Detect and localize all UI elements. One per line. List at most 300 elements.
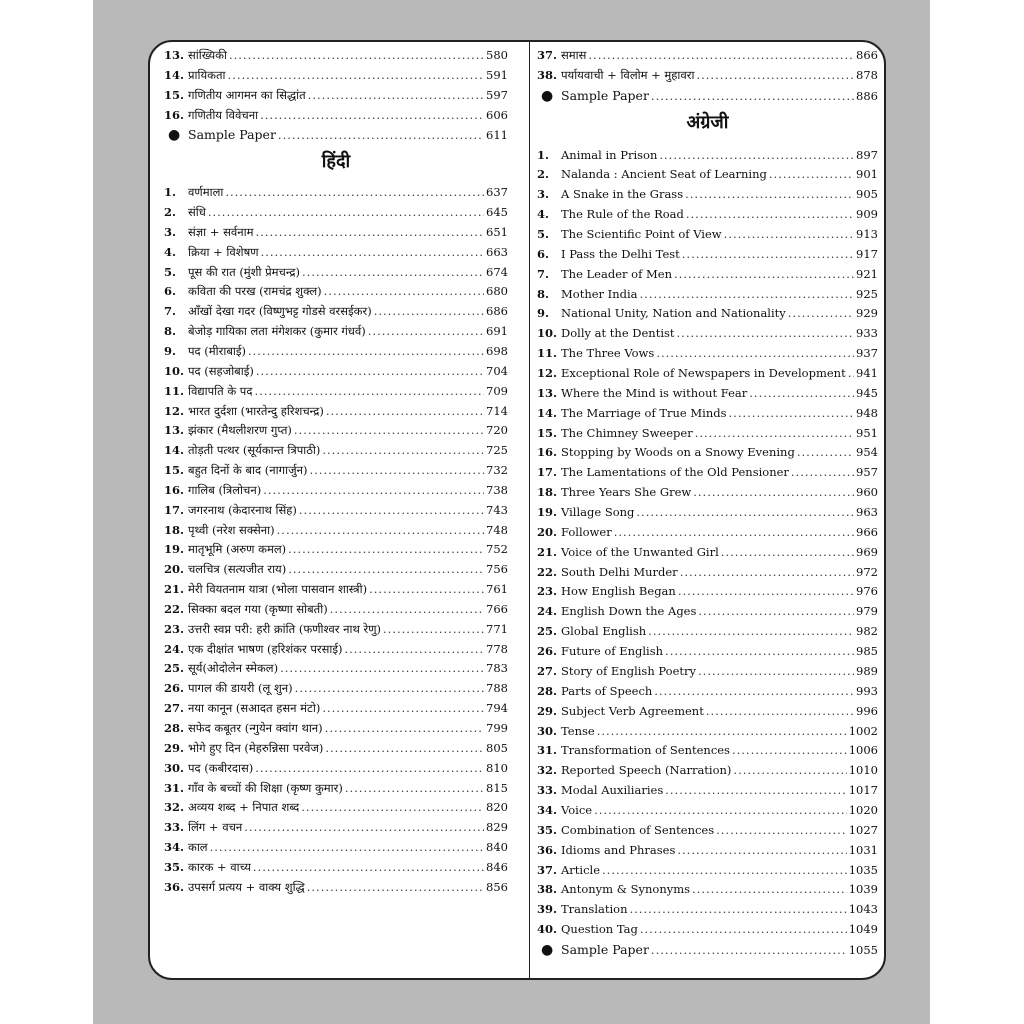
entry-page-number: 856 <box>486 879 508 894</box>
entry-title: पृथ्वी (नरेश सक्सेना) <box>188 522 275 537</box>
leader-dots <box>244 818 484 838</box>
entry-title: Transformation of Sentences <box>561 743 730 758</box>
leader-dots <box>277 521 484 541</box>
entry-page-number: 945 <box>856 385 878 400</box>
entry-title: Global English <box>561 624 647 639</box>
entry-number: 40. <box>537 922 558 937</box>
entry-title: भोगे हुए दिन (मेहरुन्निसा परवेज) <box>188 740 324 755</box>
entry-title: प्रायिकता <box>188 67 226 82</box>
entry-number: 34. <box>164 840 185 855</box>
toc-entry <box>164 759 508 779</box>
entry-number: 16. <box>537 445 558 460</box>
toc-entry <box>164 282 508 302</box>
entry-page-number: 941 <box>856 366 878 381</box>
entry-page-number: 743 <box>486 502 508 517</box>
leader-dots <box>594 801 847 821</box>
leader-dots <box>278 126 484 145</box>
entry-page-number: 933 <box>856 326 878 341</box>
toc-entry <box>164 858 508 878</box>
entry-number: 27. <box>537 663 558 678</box>
entry-number: 14. <box>537 405 558 420</box>
leader-dots <box>648 622 854 642</box>
leader-dots <box>588 46 854 66</box>
entry-title: The Lamentations of the Old Pensioner <box>561 465 789 480</box>
entry-number: 16. <box>164 107 185 122</box>
leader-dots <box>256 362 484 382</box>
entry-number: 33. <box>537 783 558 798</box>
sample-paper-entry <box>537 940 878 960</box>
leader-dots <box>368 322 484 342</box>
entry-page-number: 954 <box>856 445 878 460</box>
leader-dots <box>255 223 484 243</box>
toc-entry <box>164 620 508 640</box>
entry-title: संज्ञा + सर्वनाम <box>188 224 254 239</box>
toc-entry <box>164 263 508 283</box>
bullet-icon: ● <box>541 87 554 104</box>
leader-dots <box>651 941 847 960</box>
sample-paper-entry <box>164 125 508 145</box>
leader-dots <box>248 342 484 362</box>
entry-page-number: 1035 <box>848 862 878 877</box>
entry-number: 3. <box>537 187 550 202</box>
toc-entry <box>164 521 508 541</box>
entry-number: 6. <box>164 284 177 299</box>
entry-number: 12. <box>164 403 185 418</box>
entry-page-number: 783 <box>486 661 508 676</box>
toc-entry <box>537 304 878 324</box>
leader-dots <box>716 821 847 841</box>
entry-number: 15. <box>164 87 185 102</box>
entry-number: 32. <box>537 763 558 778</box>
sample-paper-entry <box>537 86 878 106</box>
bullet-icon: ● <box>541 941 554 958</box>
entry-page-number: 771 <box>486 621 508 636</box>
entry-title: पद (कबीरदास) <box>188 760 254 775</box>
entry-title: सफेद कबूतर (न्गुयेन क्वांग थान) <box>188 721 323 735</box>
leader-dots <box>208 203 484 223</box>
entry-title: The Rule of the Road <box>561 207 684 222</box>
entry-page-number: 993 <box>856 683 878 698</box>
entry-title: Story of English Poetry <box>561 663 697 678</box>
entry-title: बहुत दिनों के बाद (नागार्जुन) <box>188 463 308 478</box>
entry-title: संधि <box>188 205 206 220</box>
entry-title: Where the Mind is without Fear <box>561 385 748 400</box>
entry-page-number: 597 <box>486 87 508 102</box>
entry-page-number: 840 <box>486 840 508 855</box>
entry-number: 26. <box>164 681 185 696</box>
toc-entry <box>164 659 508 679</box>
entry-number: 25. <box>164 661 185 676</box>
entry-number: 4. <box>164 244 177 259</box>
toc-entry <box>537 543 878 563</box>
entry-page-number: 1049 <box>848 922 878 937</box>
entry-number: 2. <box>164 205 177 220</box>
math-section-list <box>164 46 508 145</box>
entry-title: Exceptional Role of Newspapers in Development <box>561 366 846 381</box>
leader-dots <box>326 402 484 422</box>
toc-entry <box>164 560 508 580</box>
entry-title: The Leader of Men <box>561 266 672 281</box>
toc-entry <box>164 342 508 362</box>
entry-number: 30. <box>164 760 185 775</box>
toc-entry <box>537 861 878 881</box>
leader-dots <box>797 443 854 463</box>
entry-page-number: 866 <box>856 48 878 62</box>
leader-dots <box>325 739 484 759</box>
entry-number: 35. <box>164 859 185 874</box>
entry-number: 27. <box>164 701 185 716</box>
entry-title: A Snake in the Grass <box>561 187 684 202</box>
entry-page-number: 969 <box>856 544 878 559</box>
entry-title: Subject Verb Agreement <box>561 703 704 718</box>
entry-number: 12. <box>537 366 558 381</box>
entry-number: 7. <box>164 304 177 319</box>
toc-entry <box>537 563 878 583</box>
entry-number: 6. <box>537 246 550 261</box>
leader-dots <box>330 600 484 620</box>
entry-number: 32. <box>164 800 185 815</box>
entry-title: गालिब (त्रिलोचन) <box>188 482 262 497</box>
entry-title: Voice <box>561 802 593 817</box>
toc-entry <box>537 205 878 225</box>
entry-title: क्रिया + विशेषण <box>188 244 259 259</box>
leader-dots <box>374 302 484 322</box>
toc-entry <box>537 165 878 185</box>
leader-dots <box>322 441 484 461</box>
entry-page-number: 738 <box>486 482 508 497</box>
toc-entry <box>164 838 508 858</box>
leader-dots <box>210 838 484 858</box>
entry-title: एक दीक्षांत भाषण (हरिशंकर परसाई) <box>188 641 343 656</box>
entry-number: 38. <box>537 882 558 897</box>
leader-dots <box>630 900 847 920</box>
entry-title: Sample Paper <box>561 941 649 957</box>
entry-title: Sample Paper <box>188 127 276 143</box>
entry-page-number: 761 <box>486 582 508 597</box>
entry-title: पद (सहजोबाई) <box>188 363 254 378</box>
toc-entry <box>537 424 878 444</box>
leader-dots <box>706 702 854 722</box>
entry-page-number: 897 <box>856 147 878 162</box>
toc-entry <box>164 243 508 263</box>
entry-number: 3. <box>164 224 177 239</box>
toc-entry <box>164 481 508 501</box>
entry-title: वर्णमाला <box>188 185 224 200</box>
entry-title: कविता की परख (रामचंद्र शुक्ल) <box>188 284 322 299</box>
entry-number: 36. <box>537 842 558 857</box>
entry-title: The Scientific Point of View <box>561 227 722 242</box>
entry-number: 2. <box>537 167 550 182</box>
entry-number: 14. <box>164 67 185 82</box>
entry-number: 20. <box>164 562 185 577</box>
leader-dots <box>383 620 484 640</box>
entry-title: गणितीय विवेचना <box>188 107 259 122</box>
entry-page-number: 925 <box>856 286 878 301</box>
toc-entry <box>164 699 508 719</box>
entry-title: झंकार (मैथलीशरण गुप्त) <box>188 423 292 438</box>
entry-number: 23. <box>164 621 185 636</box>
entry-page-number: 966 <box>856 524 878 539</box>
entry-page-number: 810 <box>486 760 508 775</box>
toc-entry <box>537 880 878 900</box>
leader-dots <box>654 682 854 702</box>
entry-title: पूस की रात (मुंशी प्रेमचन्द्र) <box>188 264 301 279</box>
entry-title: National Unity, Nation and Nationality <box>561 306 786 321</box>
entry-page-number: 591 <box>486 67 508 82</box>
leader-dots <box>656 344 854 364</box>
leader-dots <box>685 185 854 205</box>
entry-number: 15. <box>537 425 558 440</box>
leader-dots <box>345 779 484 799</box>
leader-dots <box>680 563 854 583</box>
entry-page-number: 996 <box>856 703 878 718</box>
entry-title: पद (मीराबाई) <box>188 343 246 358</box>
entry-number: 19. <box>537 505 558 520</box>
toc-entry <box>537 443 878 463</box>
toc-entry <box>164 779 508 799</box>
entry-title: भारत दुर्दशा (भारतेन्दु हरिशचन्द्र) <box>188 403 324 418</box>
entry-page-number: 714 <box>486 403 508 418</box>
entry-number: 19. <box>164 542 185 557</box>
entry-number: 20. <box>537 524 558 539</box>
leader-dots <box>732 741 847 761</box>
toc-entry <box>537 324 878 344</box>
leader-dots <box>253 858 484 878</box>
toc-entry <box>164 501 508 521</box>
entry-page-number: 948 <box>856 405 878 420</box>
leader-dots <box>263 481 484 501</box>
entry-page-number: 905 <box>856 187 878 202</box>
entry-title: आँखों देखा गदर (विष्णुभट्ट गोडसे वरसईकर) <box>188 304 372 319</box>
entry-page-number: 637 <box>486 185 508 200</box>
entry-title: Question Tag <box>561 922 638 937</box>
entry-page-number: 663 <box>486 244 508 259</box>
entry-page-number: 680 <box>486 284 508 299</box>
toc-entry <box>537 364 878 384</box>
entry-title: Three Years She Grew <box>561 485 692 500</box>
toc-entry <box>537 582 878 602</box>
hindi-heading: हिंदी <box>321 151 351 173</box>
entry-number: 24. <box>537 604 558 619</box>
leader-dots <box>677 324 855 344</box>
toc-entry <box>164 322 508 342</box>
entry-number: 30. <box>537 723 558 738</box>
entry-page-number: 886 <box>856 88 878 103</box>
entry-number: 4. <box>537 207 550 222</box>
entry-page-number: 732 <box>486 463 508 478</box>
entry-page-number: 829 <box>486 820 508 835</box>
entry-number: 21. <box>164 582 185 597</box>
leader-dots <box>288 540 484 560</box>
entry-title: Animal in Prison <box>561 147 658 162</box>
entry-title: English Down the Ages <box>561 604 697 619</box>
entry-title: जगरनाथ (केदारनाथ सिंह) <box>188 502 297 517</box>
entry-title: Stopping by Woods on a Snowy Evening <box>561 445 795 460</box>
entry-page-number: 846 <box>486 859 508 874</box>
entry-number: 38. <box>537 67 558 82</box>
leader-dots <box>640 285 855 305</box>
entry-page-number: 766 <box>486 601 508 616</box>
entry-page-number: 1006 <box>848 743 878 758</box>
entry-title: Antonym & Synonyms <box>561 882 691 897</box>
entry-title: Tense <box>561 723 595 738</box>
leader-dots <box>288 560 484 580</box>
entry-title: उपसर्ग प्रत्यय + वाक्य शुद्धि <box>188 879 305 894</box>
entry-number: 37. <box>537 48 558 62</box>
entry-title: पर्यायवाची + विलोम + मुहावरा <box>561 67 695 82</box>
entry-page-number: 674 <box>486 264 508 279</box>
toc-entry <box>537 722 878 742</box>
toc-entry <box>164 818 508 838</box>
entry-title: Modal Auxiliaries <box>561 783 664 798</box>
toc-entry <box>537 185 878 205</box>
toc-entry <box>164 461 508 481</box>
entry-page-number: 901 <box>856 167 878 182</box>
entry-page-number: 788 <box>486 681 508 696</box>
toc-entry <box>537 622 878 642</box>
toc-entry <box>537 821 878 841</box>
entry-page-number: 979 <box>856 604 878 619</box>
leader-dots <box>301 798 484 818</box>
leader-dots <box>229 46 484 66</box>
entry-title: Mother India <box>561 286 638 301</box>
leader-dots <box>698 602 854 622</box>
entry-number: 22. <box>537 564 558 579</box>
leader-dots <box>324 282 484 302</box>
entry-number: 15. <box>164 463 185 478</box>
leader-dots <box>692 880 847 900</box>
leader-dots <box>695 424 854 444</box>
entry-number: 37. <box>537 862 558 877</box>
entry-number: 24. <box>164 641 185 656</box>
entry-number: 7. <box>537 266 550 281</box>
entry-title: The Marriage of True Minds <box>561 405 727 420</box>
leader-dots <box>848 364 854 384</box>
toc-entry <box>164 739 508 759</box>
entry-title: पागल की डायरी (लू शुन) <box>188 681 293 696</box>
leader-dots <box>674 265 854 285</box>
toc-entry <box>537 265 878 285</box>
toc-entry <box>164 382 508 402</box>
entry-title: चलचित्र (सत्यजीत राय) <box>188 562 287 577</box>
entry-title: सांख्यिकी <box>188 48 227 62</box>
leader-dots <box>659 146 854 166</box>
entry-number: 8. <box>537 286 550 301</box>
entry-page-number: 909 <box>856 207 878 222</box>
entry-number: 10. <box>537 326 558 341</box>
toc-entry <box>537 781 878 801</box>
entry-page-number: 748 <box>486 522 508 537</box>
leader-dots <box>788 304 854 324</box>
leader-dots <box>665 781 846 801</box>
entry-number: 23. <box>537 584 558 599</box>
toc-entry <box>537 483 878 503</box>
entry-page-number: 606 <box>486 107 508 122</box>
entry-number: 13. <box>164 423 185 438</box>
toc-entry <box>537 503 878 523</box>
entry-page-number: 805 <box>486 740 508 755</box>
toc-entry <box>164 640 508 660</box>
entry-title: लिंग + वचन <box>188 820 243 835</box>
entry-title: तोड़ती पत्थर (सूर्यकान्त त्रिपाठी) <box>188 443 321 458</box>
entry-number: 33. <box>164 820 185 835</box>
bullet-icon: ● <box>168 127 181 144</box>
entry-number: 29. <box>537 703 558 718</box>
leader-dots <box>294 421 484 441</box>
entry-number: 1. <box>537 147 550 162</box>
toc-entry <box>537 682 878 702</box>
entry-number: 18. <box>537 485 558 500</box>
entry-number: 28. <box>164 721 185 735</box>
entry-page-number: 704 <box>486 363 508 378</box>
right-column <box>537 46 878 960</box>
entry-page-number: 929 <box>856 306 878 321</box>
toc-entry <box>537 602 878 622</box>
toc-entry <box>164 203 508 223</box>
entry-number: 25. <box>537 624 558 639</box>
entry-page-number: 611 <box>486 128 508 143</box>
entry-title: सिक्का बदल गया (कृष्णा सोबती) <box>188 601 328 616</box>
leader-dots <box>686 205 854 225</box>
toc-entry <box>164 402 508 422</box>
entry-title: समास <box>561 48 587 62</box>
entry-number: 14. <box>164 443 185 458</box>
entry-page-number: 1002 <box>848 723 878 738</box>
leader-dots <box>225 183 484 203</box>
entry-number: 18. <box>164 522 185 537</box>
entry-title: Nalanda : Ancient Seat of Learning <box>561 167 767 182</box>
toc-entry <box>537 245 878 265</box>
entry-number: 1. <box>164 185 177 200</box>
entry-number: 26. <box>537 644 558 659</box>
entry-page-number: 756 <box>486 562 508 577</box>
toc-entry <box>537 841 878 861</box>
leader-dots <box>677 841 846 861</box>
leader-dots <box>322 699 484 719</box>
entry-page-number: 815 <box>486 780 508 795</box>
toc-entry <box>537 344 878 364</box>
entry-page-number: 1010 <box>848 763 878 778</box>
entry-number: 36. <box>164 879 185 894</box>
entry-title: Future of English <box>561 644 664 659</box>
entry-title: Follower <box>561 524 612 539</box>
entry-title: गणितीय आगमन का सिद्धांत <box>188 87 306 102</box>
english-heading: अंग्रेजी <box>686 111 729 133</box>
toc-entry <box>537 463 878 483</box>
entry-page-number: 1031 <box>848 842 878 857</box>
entry-page-number: 963 <box>856 505 878 520</box>
leader-dots <box>325 719 484 739</box>
entry-title: मातृभूमि (अरुण कमल) <box>188 542 287 557</box>
hindi-continued-list <box>537 46 878 106</box>
entry-number: 11. <box>164 383 185 398</box>
entry-title: Translation <box>561 902 628 917</box>
leader-dots <box>729 404 855 424</box>
column-divider <box>529 42 530 978</box>
entry-page-number: 725 <box>486 443 508 458</box>
hindi-section-list <box>164 183 508 897</box>
leader-dots <box>696 66 854 86</box>
toc-entry <box>537 702 878 722</box>
entry-title: Dolly at the Dentist <box>561 326 675 341</box>
leader-dots <box>651 87 854 106</box>
toc-entry <box>164 183 508 203</box>
entry-title: अव्यय शब्द + निपात शब्द <box>188 800 300 815</box>
entry-title: काल <box>188 840 208 855</box>
entry-page-number: 957 <box>856 465 878 480</box>
leader-dots <box>602 861 847 881</box>
entry-title: कारक + वाच्य <box>188 859 251 874</box>
